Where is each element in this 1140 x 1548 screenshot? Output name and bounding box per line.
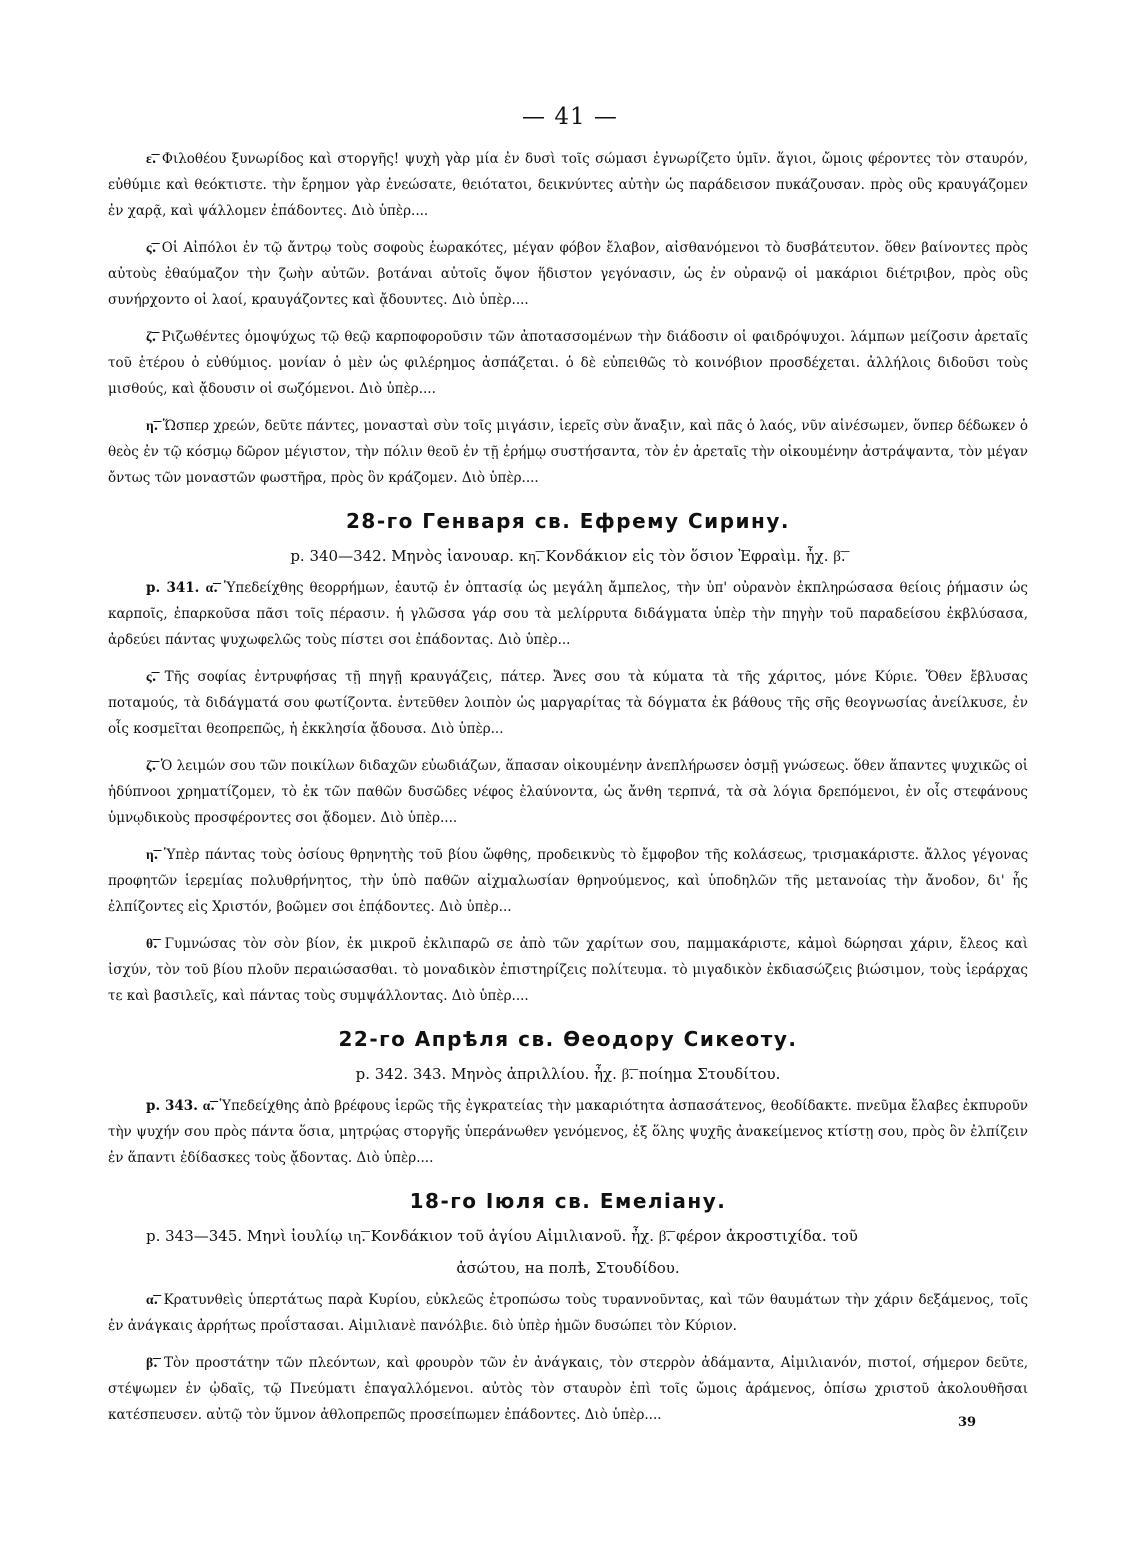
paragraph [108,1350,1028,1428]
paragraph-text: Φιλοθέου ξυνωρίδος καὶ στοργῆς! ψυχὴ γὰρ μία ἐν δυσὶ τοῖς σώμασι ἐγνωρίζετο ὑμῖν. ἅγιοι, ὤμοις φέροντες τὸν σταυρόν, εὐθύμιε καὶ θεόκτιστε. τὴν ἔρημον γὰρ ἐνεώσατε, θειότατοι, δεικνύντες αὐτὴν ὡς παράδεισον πυκάζουσαν. πρὸς οὓς κραυγάζομεν ἐν χαρᾷ, καὶ ψάλλομεν ἐπάδοντες. Διὸ ὑπὲρ.... [108,151,1028,219]
paragraph [108,842,1028,920]
printer-signature: 39 [958,1415,977,1430]
source-reference-continued: ἀσώτου, на полѣ, Στουδίδου. [456,1259,680,1277]
source-reference: р. 340—342. Μηνὸς ἰανουαρ. κη͞. Κονδάκιον εἰς τὸν ὅσιον Ἐφραὶμ. ἦχ. β͞. [290,547,846,565]
paragraph-text: Τῆς σοφίας ἐντρυφήσας τῇ πηγῇ κραυγάζεις, πάτερ. Ἄνες σου τὰ κύματα τὰ τῆς χάριτος, μόνε Κύριε. Ὅθεν ἔβλυσας ποταμούς, τὰ διδάγματά σου φωτίζοντα. ἐντεῦθεν λοιπὸν ὡς μαργαρίτας τὰ δόγματα ἐκ βάθους τῆς σῆς θεογνωσίας ἀνείλκυσε, ἐν οἷς κοσμεῖται θεοπρεπῶς, ἡ ἐκκλησία ᾄδουσα. Διὸ ὑπὲρ... [108,669,1028,737]
section-heading: 22-го Апрѣля св. Өеодору Сикеоту. [338,1027,798,1051]
stanza-number: ζ͞. [146,329,157,345]
stanza-number: η͞. [146,847,159,863]
page-body [108,146,1028,1439]
stanza-number: η͞. [146,418,159,434]
paragraph-text: Κρατυνθεὶς ὑπερτάτως παρὰ Κυρίου, εὐκλεῶς ἐτροπώσω τοὺς τυραννοῦντας, καὶ τῶν θαυμάτων τὴν χάριν δεξάμενος, τοῖς ἐν ἀνάγκαις ἀρρήτως προΐστασαι. Αἰμιλιανὲ πανόλβιε. διὸ ὑπὲρ ἡμῶν δυσώπει τὸν Κύριον. [108,1292,1028,1334]
paragraph [108,413,1028,491]
stanza-number: ε͞. [146,151,157,167]
stanza-number: ζ͞. [146,758,157,774]
paragraph-text: Γυμνώσας τὸν σὸν βίον, ἐκ μικροῦ ἐκλιπαρῶ σε ἀπὸ τῶν χαρίτων σου, παμμακάριστε, κἀμοὶ δώρησαι χάριν, ἔλεος καὶ ἰσχύν, τὸν τοῦ βίου πλοῦν περαιώσασθαι. τὸ μοναδικὸν ἐπιστηρίζεις πολίτευμα. τὸ μιγαδικὸν ἐκδιασώζεις βιώσιμον, τοὺς ἱεράρχας τε καὶ βασιλεῖς, καὶ πάντας τοὺς συμψάλλοντας. Διὸ ὑπὲρ.... [108,936,1028,1004]
paragraph [108,753,1028,831]
stanza-number: ς͞. [146,669,157,685]
paragraph [108,1093,1028,1171]
page-number: — 41 — [522,104,618,130]
section-heading: 18-го Іюля св. Емеліану. [409,1189,727,1213]
paragraph-text: Ὥσπερ χρεών, δεῦτε πάντες, μονασταὶ σὺν τοῖς μιγάσιν, ἱερεῖς σὺν ἄναξιν, καὶ πᾶς ὁ λαός, νῦν αἰνέσωμεν, ὅνπερ δέδωκεν ὁ θεὸς ἐν τῷ κόσμῳ δῶρον μέγιστον, τὴν πόλιν θεοῦ ἐν τῇ ἐρήμῳ συστήσαντα, τὸν ἐν ἀρεταῖς τὴν οἰκουμένην ἀστράψαντα, τὸν μέγαν ὄντως τῶν μοναστῶν φωστῆρα, πρὸς ὃν κράζομεν. Διὸ ὑπὲρ.... [108,418,1028,486]
stanza-number: ς͞. [146,240,157,256]
paragraph [108,575,1028,653]
stanza-number: β͞. [146,1355,158,1371]
paragraph [108,235,1028,313]
paragraph-text: Οἱ Αἰπόλοι ἐν τῷ ἄντρῳ τοὺς σοφοὺς ἑωρακότες, μέγαν φόβον ἔλαβον, αἰσθανόμενοι τὸ δυσβάτευτον. ὅθεν βαίνοντες πρὸς αὐτοὺς ἐθαύμαζον τὴν ζωὴν αὐτῶν. βοτάναι αὐτοῖς ὄψον ἥδιστον γεγόνασιν, ὡς ἐν οὐρανῷ οἱ μακάριοι διέτριβον, πρὸς οὓς συνήρχοντο οἱ λαοί, κραυγάζοντες καὶ ᾄδουντες. Διὸ ὑπὲρ.... [108,240,1028,308]
stanza-number: α͞. [146,1292,159,1308]
paragraph-text: Ὑπὲρ πάντας τοὺς ὁσίους θρηνητὴς τοῦ βίου ὤφθης, προδεικνὺς τὸ ἔμφοβον τῆς κολάσεως, τρισμακάριστε. ἄλλος γέγονας προφητῶν ἱερεμίας πολυθρήνητος, τὴν ὑπὸ παθῶν αἰχμαλωσίαν θρηνούμενος, καὶ ὑποδηλῶν τῆς μετανοίας τὴν ἄνοδον, δι' ἧς ἐλπίζοντες εἰς Χριστόν, βοῶμεν σοι ἐπᾴδοντες. Διὸ ὑπὲρ... [108,847,1029,915]
stanza-number: р. 341. α͞. [146,580,218,596]
paragraph [108,1287,1028,1339]
paragraph-text: Τὸν προστάτην τῶν πλεόντων, καὶ φρουρὸν τῶν ἐν ἀνάγκαις, τὸν στερρὸν ἀδάμαντα, Αἰμιλιανόν, πιστοί, σήμερον δεῦτε, στέψωμεν ἐν ᾠδαῖς, τῷ Πνεύματι ἐπαγαλλόμενοι. αὐτὸς τὸν σταυρὸν ἐπὶ τοῖς ὤμοις ἀράμενος, ὀπίσω χριστοῦ ἀκολουθῆσαι κατέσπευσεν. αὐτῷ τὸν ὕμνον ἀθλοπρεπῶς προσείπωμεν ἐπάδοντες. Διὸ ὑπὲρ.... [108,1355,1028,1423]
paragraph-text: Ὑπεδείχθης θεορρήμων, ἑαυτῷ ἐν ὀπτασίᾳ ὡς μεγάλη ἄμπελος, τὴν ὑπ' οὐρανὸν ἐκπληρώσασα θείοις ῥήμασιν ὡς καρποῖς, ἐπαρκοῦσα πᾶσι τοῖς πέρασιν. ἡ γλῶσσα γάρ σου τὰ μελίρρυτα διδάγματα ὑπὲρ τὴν πηγὴν τοῦ παραδείσου ἐκβλύσασα, ἀρδεύει πάντας ψυχωφελῶς τοὺς πίστει σοι ἐπάδοντας. Διὸ ὑπὲρ... [108,580,1028,648]
source-reference: р. 343—345. Μηνὶ ἰουλίῳ ιη͞. Κονδάκιον τοῦ ἁγίου Αἰμιλιανοῦ. ἦχ. β͞. φέρον ἀκροστιχίδα. τοῦ [146,1227,858,1245]
paragraph [108,664,1028,742]
paragraph-text: Ριζωθέντες ὁμοψύχως τῷ θεῷ καρποφοροῦσιν τῶν ἀποτασσομένων τὴν διάδοσιν οἱ φαιδρόψυχοι. λάμπων μείζοσιν ἀρεταῖς τοῦ ἑτέρου ὁ εὐθύμιος. μονίαν ὁ μὲν ὡς φιλέρημος ἀσπάζεται. ὁ δὲ εὐπειθῶς τὸ κοινόβιον προσδέχεται. ἀλλήλοις διδοῦσι τοὺς μισθούς, καὶ ᾄδουσιν οἱ σωζόμενοι. Διὸ ὑπὲρ.... [108,329,1028,397]
paragraph [108,931,1028,1009]
paragraph [108,324,1028,402]
paragraph-text: Ὑπεδείχθης ἀπὸ βρέφους ἱερῶς τῆς ἐγκρατείας τὴν μακαριότητα ἀσπασάτενος, θεοδίδακτε. πνεῦμα ἔλαβες ἐκπυροῦν τὴν ψυχήν σου πρὸς πάντα ὅσια, μητρῴας στοργῆς ὑπεράνωθεν γενόμενος, ἐξ ὅλης ψυχῆς ἀνακείμενος κτίστῃ σου, πρὸς ὃν ἐλπίζειν ἐν ἅπαντι ἐδίδασκες τοὺς ᾄδοντας. Διὸ ὑπὲρ.... [108,1098,1028,1166]
stanza-number: р. 343. α͞. [146,1098,216,1114]
source-reference: р. 342. 343. Μηνὸς ἀπριλλίου. ἦχ. β͞. ποίημα Στουδίτου. [355,1065,781,1083]
paragraph [108,146,1028,224]
paragraph-text: Ὁ λειμών σου τῶν ποικίλων διδαχῶν εὐωδιάζων, ἅπασαν οἰκουμένην ἀνεπλήρωσεν ὀσμῇ γνώσεως. ὅθεν ἅπαντες ψυχικῶς οἱ ἡδύπνοοι χρηματίζομεν, τὸ ἐκ τῶν παθῶν δυσῶδες νέφος ἐλαύνοντα, ὡς ἄνθη τερπνά, τὰ σὰ λόγια δρεπόμενοι, ἐν οἷς στεφάνους ὑμνῳδικοὺς προσφέροντες σοι ᾄδομεν. Διὸ ὑπὲρ.... [108,758,1029,826]
stanza-number: θ͞. [146,936,158,952]
section-heading: 28-го Генваря св. Ефрему Сирину. [346,509,790,533]
